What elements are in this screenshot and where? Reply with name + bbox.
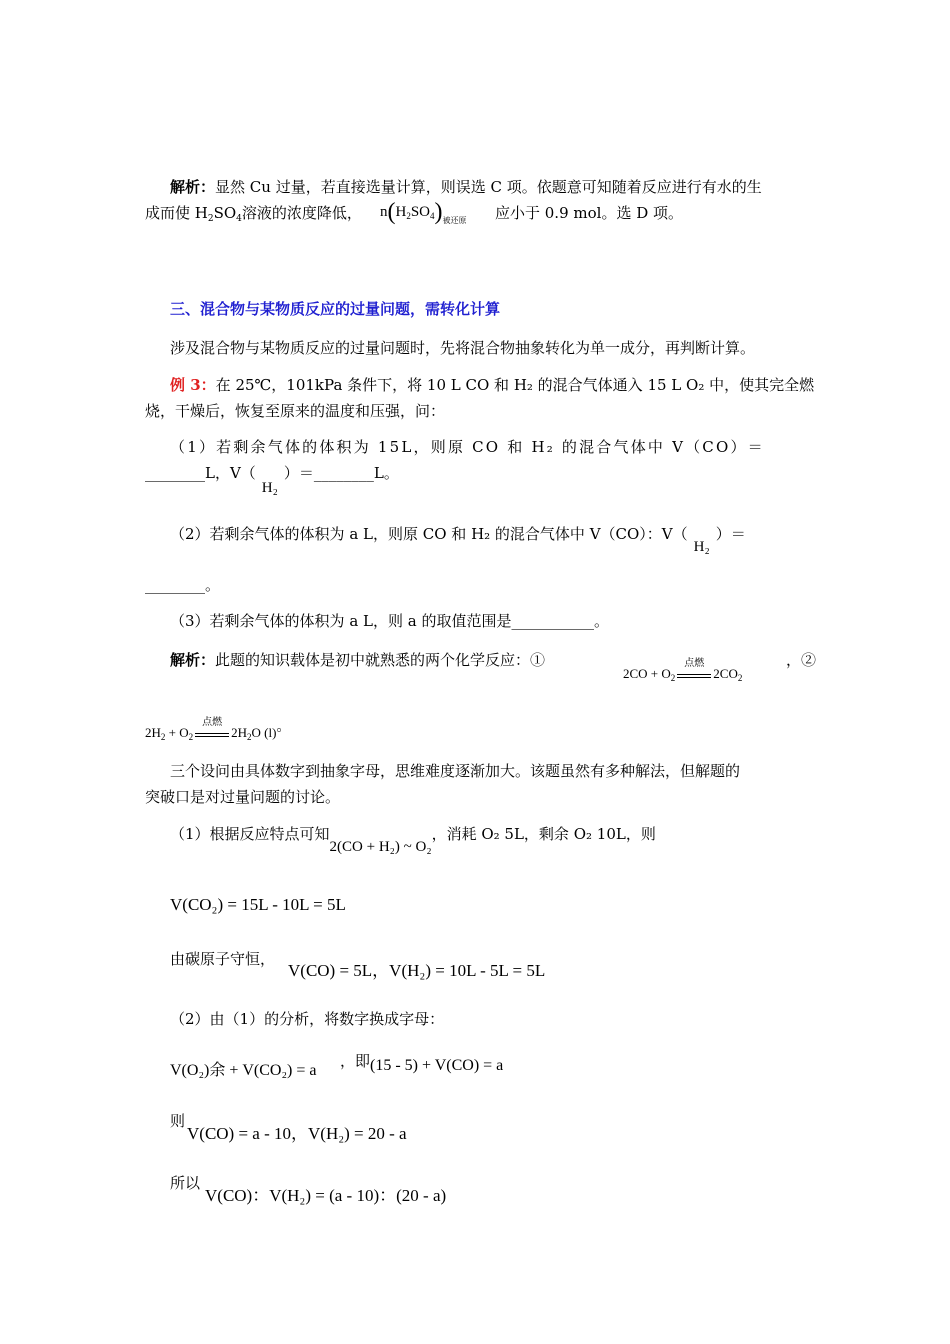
arrow-bar-1 (677, 674, 711, 678)
ignite-label-2: 点燃 (202, 717, 223, 728)
p2-eq4: V(CO)：V(H₂) = (a - 10)：(20 - a) (205, 1186, 447, 1205)
sub-4: 4 (236, 214, 242, 224)
question3: （3）若剩余气体的体积为 a L，则 a 的取值范围是___________。 (170, 612, 609, 630)
n-h2so4-formula (380, 199, 467, 226)
section3-intro: 涉及混合物与某物质反应的过量问题时，先将混合物抽象转化为单一成分，再判断计算。 (170, 339, 756, 357)
analysis2-para1: 三个设问由具体数字到抽象字母，思维难度逐渐加大。该题虽然有多种解法，但解题的 (170, 762, 741, 780)
analysis2-line1 (170, 651, 545, 669)
r1-right: 2CO (713, 666, 738, 681)
analysis1-label: 解析： (170, 178, 216, 196)
p1-calc: V(CO₂) = 15L - 10L = 5L (170, 895, 346, 914)
r2-end: 。 (276, 720, 291, 735)
eq-h: H (395, 204, 407, 220)
r2-right: 2H (231, 725, 248, 740)
p2-ji: ，即 (340, 1052, 371, 1070)
eq-so: SO (410, 204, 431, 220)
q1-h2: H₂ (261, 480, 278, 496)
analysis1-line2 (145, 204, 362, 222)
q1-blank1: ________L，V（ (145, 464, 256, 482)
question2-line2: ________。 (145, 576, 221, 594)
analysis2-text: 此题的知识载体是初中就熟悉的两个化学反应：① (215, 651, 546, 669)
p1-text: （1）根据反应特点可知 (170, 825, 330, 843)
r2-mid: + O (165, 725, 189, 740)
question1-line1: （1）若剩余气体的体积为 15L，则原 CO 和 H₂ 的混合气体中 V（CO）＝ (170, 438, 765, 456)
r1-left: 2CO + O (623, 666, 671, 681)
part1-line (170, 825, 656, 855)
text-c: 溶液的浓度降低， (241, 204, 362, 222)
eq-n: n (380, 204, 388, 220)
p2-eq3: V(CO) = a - 10，V(H₂) = 20 - a (187, 1124, 407, 1143)
paren-open: ( (387, 199, 396, 225)
reaction-2 (145, 716, 290, 741)
analysis2-label: 解析： (170, 651, 216, 669)
ignite-arrow-1 (677, 658, 711, 678)
r2-sub2: 2 (188, 732, 194, 742)
eq-sub4: 4 (430, 211, 435, 221)
reaction-1 (623, 658, 743, 683)
part2-intro: （2）由（1）的分析，将数字换成字母： (170, 1010, 445, 1028)
example3-line1 (170, 376, 814, 394)
section3-heading: 三、混合物与某物质反应的过量问题，需转化计算 (170, 300, 501, 318)
ignite-arrow-2 (195, 717, 229, 737)
r1-sub: 2 (670, 673, 676, 683)
eq-tag: 被还原 (442, 216, 467, 225)
p2-ze: 则 (170, 1112, 186, 1130)
r2-left: 2H (145, 725, 161, 740)
paren-close: ) (434, 199, 443, 225)
p1-text2: ，消耗 O₂ 5L，剩余 O₂ 10L，则 (431, 825, 656, 843)
text-a: 成而使 H (145, 204, 208, 222)
analysis1-text1: 显然 Cu 过量，若直接选量计算，则误选 C 项。依题意可知随着反应进行有水的生 (215, 178, 762, 196)
text-b: SO (213, 204, 237, 222)
example3-text1: 在 25℃，101kPa 条件下，将 10 L CO 和 H₂ 的混合气体通入 15 L O₂ 中，使其完全燃 (215, 376, 815, 394)
analysis2-para2: 突破口是对过量问题的讨论。 (145, 788, 341, 806)
q1-blank2: ）＝________L。 (283, 464, 399, 482)
analysis1-line1 (170, 178, 762, 196)
eq-sub2: 2 (406, 211, 411, 221)
p2-eq2: (15 - 5) + V(CO) = a (370, 1057, 504, 1074)
analysis2-sep: ，② (786, 651, 817, 669)
q2-eq: ）＝ (715, 525, 746, 543)
carbon-conservation: 由碳原子守恒， (170, 950, 276, 968)
example3-line2: 烧，干燥后，恢复至原来的温度和压强，问： (145, 402, 446, 420)
sub-2: 2 (207, 214, 214, 224)
p2-suoyi: 所以 (170, 1174, 201, 1192)
question1-line2 (145, 464, 399, 497)
p1-ratio-eq: 2(CO + H₂) ~ O₂ (329, 839, 432, 855)
r1-sub2: 2 (737, 673, 743, 683)
arrow-bar-2 (195, 733, 229, 737)
analysis1-line2-end: 应小于 0.9 mol。选 D 项。 (495, 204, 684, 222)
r2-sub1: 2 (160, 732, 166, 742)
q2-text: （2）若剩余气体的体积为 a L，则原 CO 和 H₂ 的混合气体中 V（CO）：V（ (170, 525, 688, 543)
carbon-eq: V(CO) = 5L，V(H₂) = 10L - 5L = 5L (288, 961, 546, 980)
example3-label: 例 3： (170, 376, 216, 394)
question2-line1 (170, 525, 746, 556)
r2-sub3: 2 (247, 732, 252, 742)
q2-h2: H₂ (693, 539, 710, 555)
p2-eq1: V(O₂)余 + V(CO₂) = a (170, 1062, 317, 1079)
ignite-label-1: 点燃 (684, 658, 705, 669)
r2-right2: O (l) (251, 725, 277, 740)
